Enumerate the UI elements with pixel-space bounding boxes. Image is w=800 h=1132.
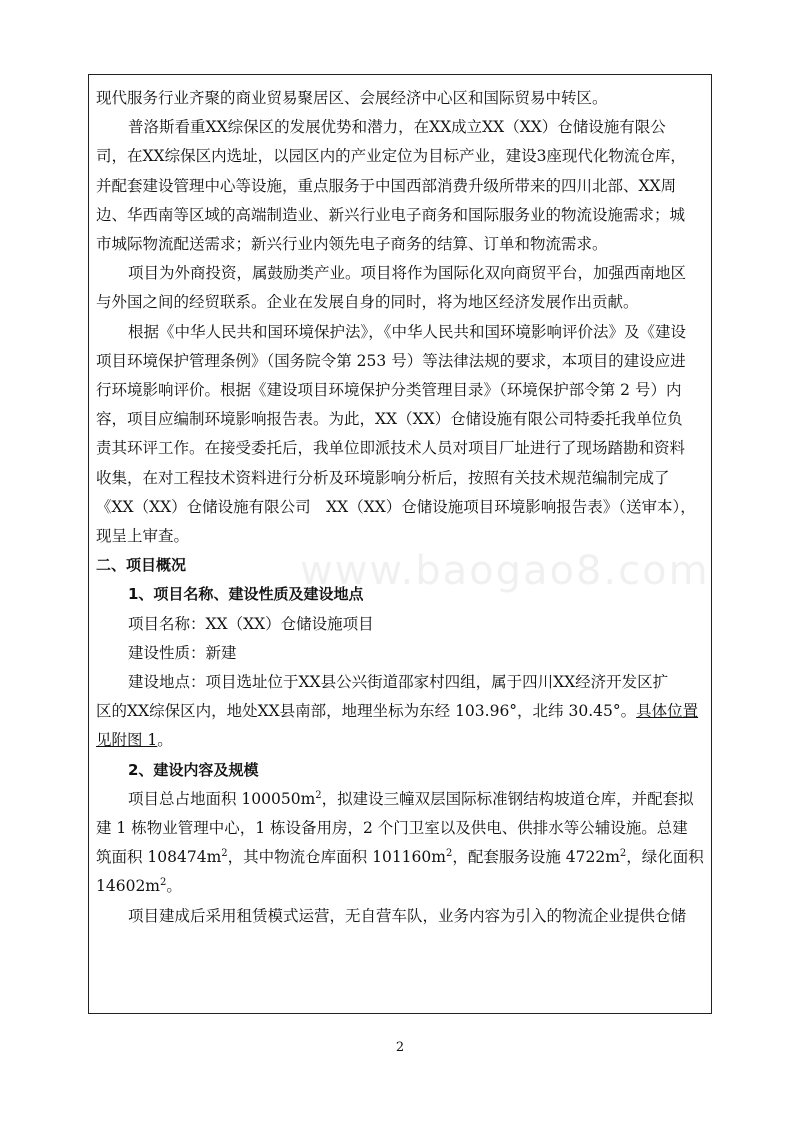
- scale-line: 建 1 栋物业管理中心，1 栋设备用房，2 个门卫室以及供电、供排水等公辅设施。总建: [96, 819, 688, 838]
- page-number: 2: [395, 1040, 405, 1055]
- scale-text: 项目总占地面积 100050m: [128, 789, 316, 808]
- paragraph-line: 市城际物流配送需求；新兴行业内领先电子商务的结算、订单和物流需求。: [96, 235, 608, 254]
- scale-text: 筑面积 108474m: [96, 848, 222, 867]
- paragraph-line: 根据《中华人民共和国环境保护法》，《中华人民共和国环境影响评价法》及《建设: [128, 322, 687, 341]
- scale-text: 14602m: [96, 877, 161, 896]
- paragraph-line: 现呈上审查。: [96, 527, 190, 546]
- document-body: [96, 84, 708, 931]
- scale-line: [96, 785, 708, 814]
- location-text: 。: [157, 731, 173, 750]
- figure-reference: 见附图 1: [96, 731, 158, 750]
- operation-line: 项目建成后采用租赁模式运营，无自营车队，业务内容为引入的物流企业提供仓储: [128, 906, 687, 925]
- project-location-line: 建设地点：项目选址位于XX县公兴街道邵家村四组，属于四川XX经济开发区扩: [128, 673, 669, 692]
- project-location-line: [96, 697, 708, 726]
- project-name-line: 项目名称：XX（XX）仓储设施项目: [128, 614, 374, 633]
- scale-text: ，配套服务设施 4722m: [452, 848, 620, 867]
- subsection-heading: 1、项目名称、建设性质及建设地点: [128, 585, 364, 604]
- paragraph-line: 现代服务行业齐聚的商业贸易聚居区、会展经济中心区和国际贸易中转区。: [96, 89, 608, 107]
- paragraph-line: 责其环评工作。在接受委托后，我单位即派技术人员对项目厂址进行了现场踏勘和资料: [96, 439, 686, 458]
- superscript: 2: [619, 848, 627, 860]
- scale-line: [96, 843, 708, 872]
- project-nature-line: 建设性质：新建: [128, 643, 237, 662]
- superscript: 2: [221, 848, 228, 860]
- scale-text: ，绿化面积: [626, 848, 704, 867]
- section-heading: 二、项目概况: [96, 556, 187, 575]
- paragraph-line: 《XX（XX）仓储设施有限公司 XX（XX）仓储设施项目环境影响报告表》（送审本），: [96, 497, 696, 516]
- superscript: 2: [160, 877, 167, 889]
- location-text: 区的XX综保区内，地处XX县南部，地理坐标为东经 103.96°，北纬 30.45°。: [96, 702, 637, 721]
- scale-text: ，其中物流仓库面积 101160m: [227, 848, 446, 867]
- scale-text: ，拟建设三幢双层国际标准钢结构坡道仓库，并配套拟: [321, 789, 694, 808]
- superscript: 2: [315, 789, 322, 801]
- paragraph-line: 行环境影响评价。根据《建设项目环境保护分类管理目录》（环境保护部令第 2 号）内: [96, 381, 682, 400]
- paragraph-line: 项目环境保护管理条例》（国务院令第 253 号）等法律法规的要求，本项目的建设应进: [96, 351, 686, 370]
- paragraph-line: 收集，在对工程技术资料进行分析及环境影响分析后，按照有关技术规范编制完成了: [96, 468, 670, 487]
- subsection-heading: 2、建设内容及规模: [128, 760, 259, 779]
- paragraph-line: 容，项目应编制环境影响报告表。为此，XX（XX）仓储设施有限公司特委托我单位负: [96, 410, 683, 429]
- paragraph-line: 并配套建设管理中心等设施，重点服务于中国西部消费升级所带来的四川北部、XX周: [96, 176, 677, 195]
- superscript: 2: [445, 848, 453, 860]
- figure-reference: 具体位置: [636, 702, 699, 721]
- paragraph-line: 项目为外商投资，属鼓励类产业。项目将作为国际化双向商贸平台，加强西南地区: [128, 264, 687, 283]
- project-location-line: [96, 726, 708, 755]
- scale-text: 。: [166, 877, 182, 896]
- paragraph-line: 普洛斯看重XX综保区的发展优势和潜力，在XX成立XX（XX）仓储设施有限公: [128, 118, 666, 137]
- scale-line: [96, 872, 708, 901]
- paragraph-line: 与外国之间的经贸联系。企业在发展自身的同时，将为地区经济发展作出贡献。: [96, 293, 639, 312]
- watermark: www.baogao8.com: [300, 548, 710, 594]
- paragraph-line: 边、华西南等区域的高端制造业、新兴行业电子商务和国际服务业的物流设施需求；城: [96, 205, 686, 224]
- paragraph-line: 司，在XX综保区内选址，以园区内的产业定位为目标产业，建设3座现代化物流仓库，: [96, 147, 686, 166]
